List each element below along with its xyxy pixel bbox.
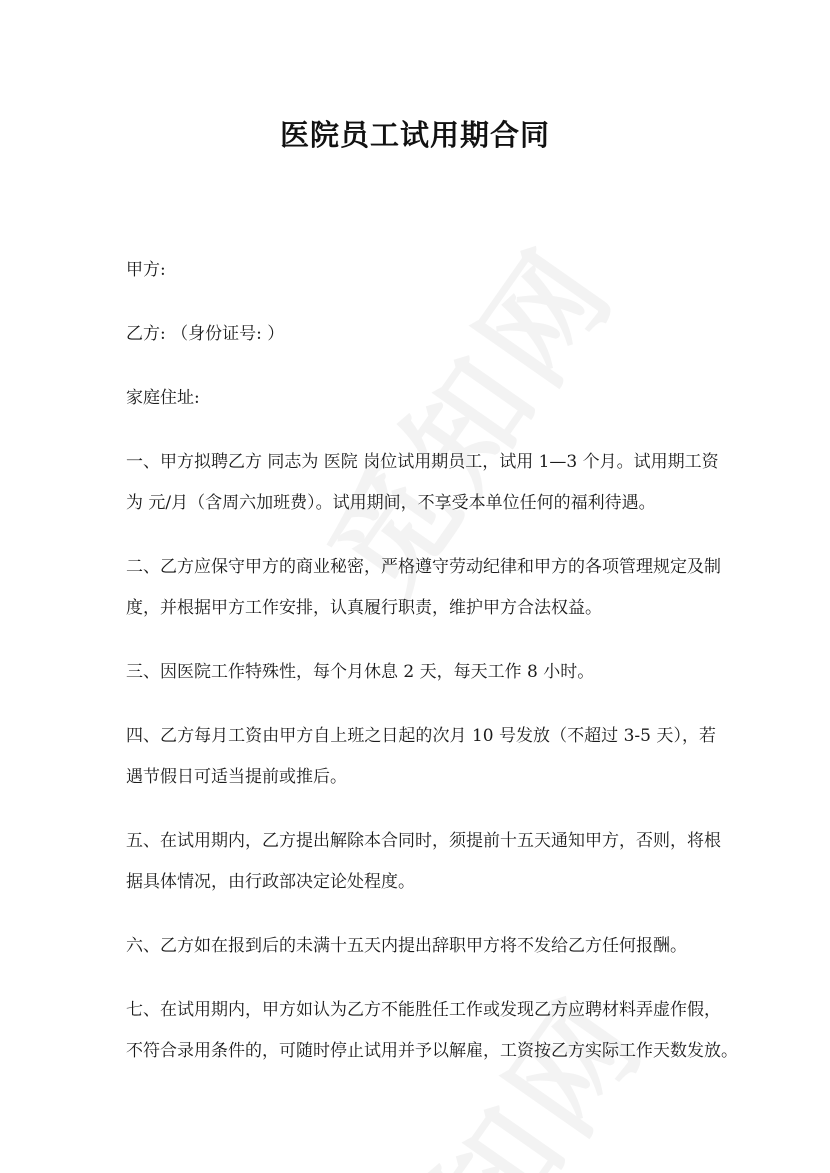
clause-7-line-2: 不符合录用条件的，可随时停止试用并予以解雇，工资按乙方实际工作天数发放。 [126,1041,738,1061]
document-title: 医院员工试用期合同 [279,118,550,152]
clause-7-line-1: 七、在试用期内，甲方如认为乙方不能胜任工作或发现乙方应聘材料弄虚作假， [126,1000,721,1020]
clause-2-line-2: 度，并根据甲方工作安排，认真履行职责，维护甲方合法权益。 [126,598,602,618]
watermark-logo [313,957,678,1173]
party-b-line: 乙方: （身份证号: ） [126,324,285,344]
clause-4-line-2: 遇节假日可适当提前或推后。 [126,767,347,787]
clause-4-line-1: 四、乙方每月工资由甲方自上班之日起的次月 10 号发放（不超过 3-5 天），若 [126,726,716,746]
clause-1-line-1: 一、甲方拟聘乙方 同志为 医院 岗位试用期员工，试用 1—3 个月。试用期工资 [126,452,719,472]
clause-2-line-1: 二、乙方应保守甲方的商业秘密，严格遵守劳动纪律和甲方的各项管理规定及制 [126,557,721,577]
party-a-line: 甲方: [126,260,166,280]
clause-5-line-2: 据具体情况，由行政部决定论处程度。 [126,872,415,892]
clause-1-line-2: 为 元/月（含周六加班费）。试用期间，不享受本单位任何的福利待遇。 [126,493,656,513]
clause-3-line-1: 三、因医院工作特殊性，每个月休息 2 天，每天工作 8 小时。 [126,662,595,682]
clause-5-line-1: 五、在试用期内，乙方提出解除本合同时，须提前十五天通知甲方，否则，将根 [126,831,721,851]
clause-6-line-1: 六、乙方如在报到后的未满十五天内提出辞职甲方将不发给乙方任何报酬。 [126,936,687,956]
address-line: 家庭住址: [126,388,200,408]
